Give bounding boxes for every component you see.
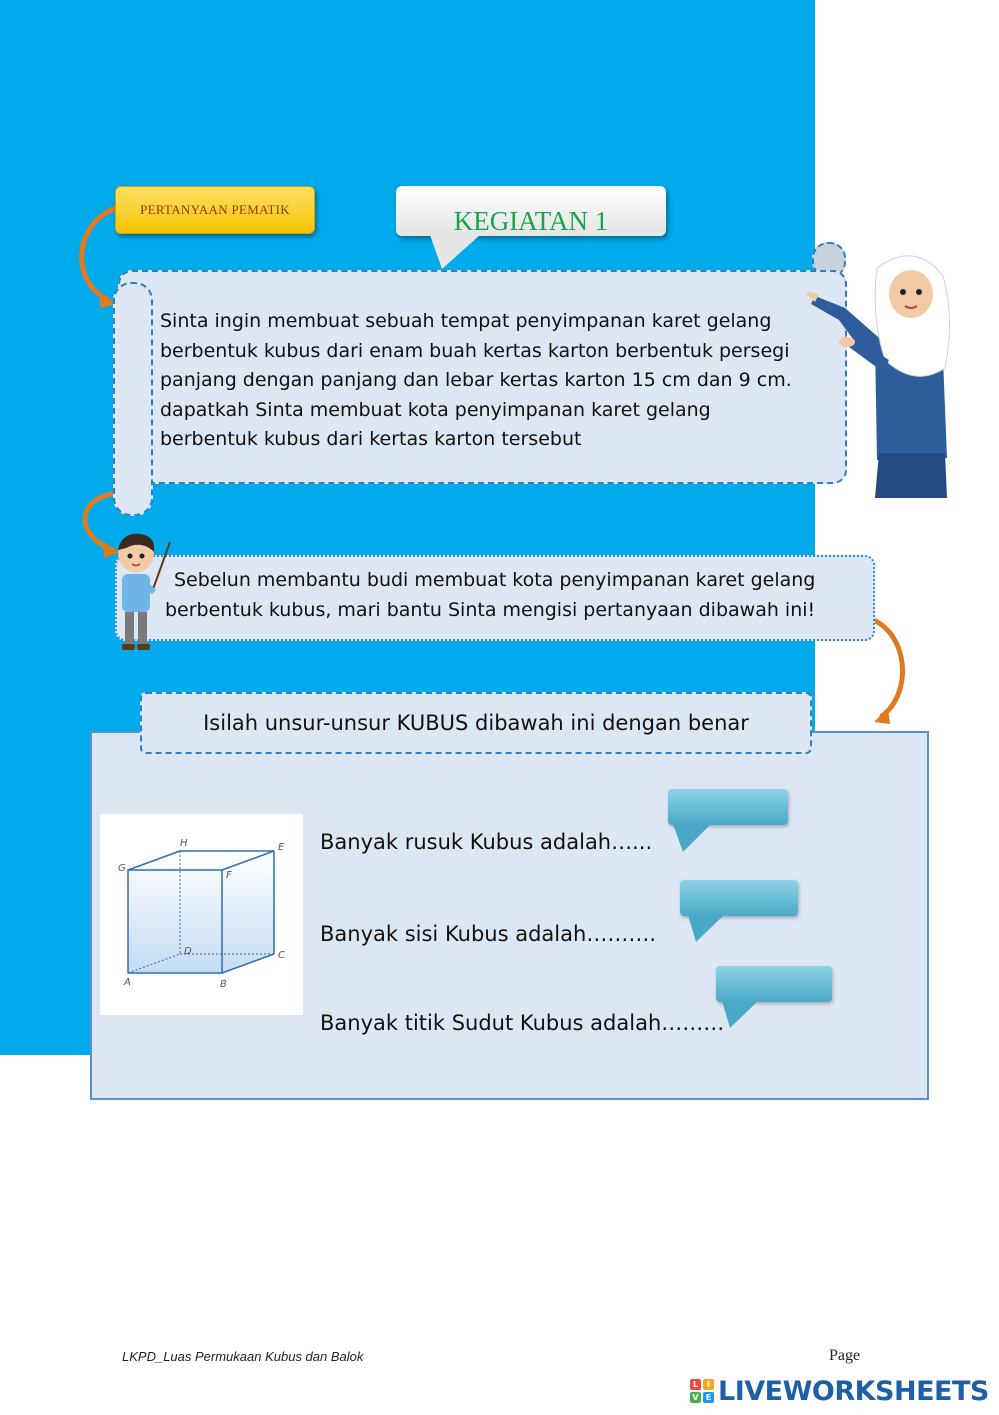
cube-label-d: D [184,946,192,957]
task-header: Isilah unsur-unsur KUBUS dibawah ini dengan benar [140,692,812,754]
question-sisi: Banyak sisi Kubus adalah………. [320,922,656,946]
pertanyaan-pematik-label: PERTANYAAN PEMATIK [115,186,315,234]
cube-label-h: H [180,838,188,849]
boy-pointer-illustration [112,532,174,654]
intro-line: berbentuk kubus, mari bantu Sinta mengisi pertanyaan dibawah ini! [165,598,816,621]
kegiatan-title: KEGIATAN 1 [453,205,609,236]
cube-label-e: E [278,842,285,853]
intro-line: Sebelun membantu budi membuat kota penyimpanan karet gelang [174,569,816,591]
logo-letter: I [703,1379,714,1390]
logo-letter: V [690,1392,701,1403]
question-titik-sudut: Banyak titik Sudut Kubus adalah……… [320,1011,725,1035]
problem-line: dapatkah Sinta membuat kota penyimpanan karet gelang [160,398,711,421]
answer-box-titik-sudut[interactable] [716,966,832,1002]
cube-figure [100,814,303,1015]
problem-line: panjang dengan panjang dan lebar kertas karton 15 cm dan 9 cm. [160,369,792,391]
cube-diagram [100,814,303,1015]
liveworksheets-logo-icon [690,1379,714,1403]
problem-text [160,307,840,455]
cube-label-a: A [124,977,131,988]
logo-letter: L [690,1379,701,1390]
problem-line: Sinta ingin membuat sebuah tempat penyimpanan karet gelang [160,310,772,332]
scroll-curl-left [113,282,153,516]
answer-bubble-tail [673,824,711,852]
brand-name: LIVEWORKSHEETS [718,1375,989,1407]
answer-box-sisi[interactable] [680,880,798,916]
cube-label-g: G [118,863,126,874]
answer-bubble-tail [722,1001,758,1028]
answer-bubble-tail [688,915,724,942]
teacher-girl-illustration [805,248,955,503]
logo-letter: E [703,1392,714,1403]
kegiatan-title-bubble [396,186,666,236]
answer-box-rusuk[interactable] [668,789,788,825]
footer-title: LKPD_Luas Permukaan Kubus dan Balok [122,1349,364,1364]
problem-line: berbentuk kubus dari enam buah kertas karton berbentuk persegi [160,339,790,362]
cube-label-f: F [226,870,232,881]
footer-page: Page [829,1347,861,1364]
question-rusuk: Banyak rusuk Kubus adalah…... [320,830,653,854]
problem-line: berbentuk kubus dari kertas karton tersebut [160,428,582,450]
cube-label-c: C [278,950,285,961]
cube-label-b: B [220,979,227,990]
liveworksheets-brand [690,1376,989,1406]
intro-text [165,566,865,625]
bubble-tail [430,235,480,269]
